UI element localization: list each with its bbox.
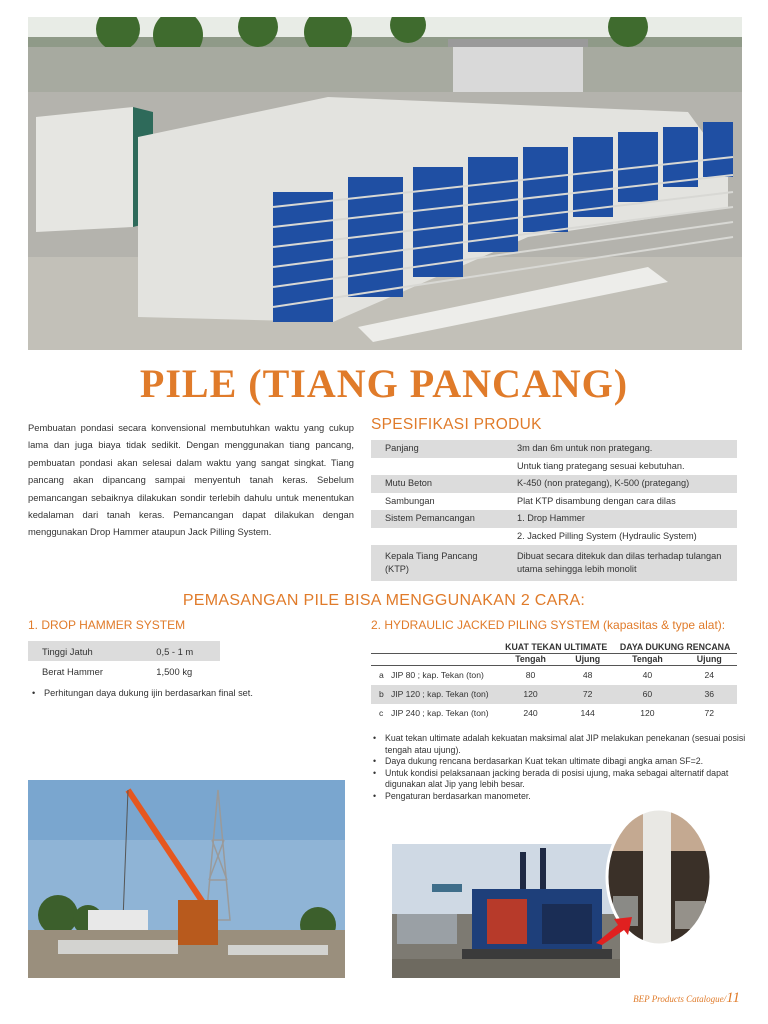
drop-hammer-note-text: Perhitungan daya dukung ijin berdasarkan final set. bbox=[44, 688, 253, 698]
table-row bbox=[371, 666, 737, 685]
sub-header: Ujung bbox=[562, 654, 613, 666]
hydraulic-notes bbox=[371, 733, 761, 803]
spec-row bbox=[371, 528, 737, 546]
spec-row bbox=[371, 510, 737, 528]
cell: 72 bbox=[704, 708, 715, 718]
footer-catalog: BEP Products Catalogue/ bbox=[633, 994, 727, 1004]
list-item: • Daya dukung rencana berdasarkan Kuat tekan ultimate dibagi angka aman SF=2. bbox=[371, 756, 761, 768]
hydraulic-title: 2. HYDRAULIC JACKED PILING SYSTEM (kapasitas & type alat): bbox=[371, 618, 726, 632]
drop-hammer-key: Berat Hammer bbox=[42, 665, 103, 677]
row-label: c JIP 240 ; kap. Tekan (ton) bbox=[379, 708, 489, 718]
cell: 72 bbox=[562, 685, 613, 704]
methods-title: PEMASANGAN PILE BISA MENGGUNAKAN 2 CARA: bbox=[182, 592, 586, 609]
intro-paragraph: Pembuatan pondasi secara konvensional membutuhkan waktu yang cukup lama dan juga biaya tidak sedikit. Dengan menggunakan tiang pancang, pembuatan pondasi akan selesai dalam waktu yang sangat singkat. Tiang pancang akan dipancang sampai menyentuh tanah keras. Sebelum pemancangan sebaiknya dilakukan sondir terlebih dahulu untuk menentukan kedalaman dari tanah keras. Pemancangan dapat dilakukan dengan menggunakan Drop Hammer ataupun Jack Pilling System. bbox=[28, 422, 354, 538]
drop-hammer-row bbox=[28, 641, 220, 661]
spec-key: Kepala Tiang Pancang (KTP) bbox=[371, 545, 503, 581]
cell: 48 bbox=[582, 670, 593, 681]
cell: 24 bbox=[704, 670, 715, 681]
cell: 144 bbox=[580, 708, 595, 718]
spec-table bbox=[371, 440, 737, 581]
page-title: PILE (TIANG PANCANG) bbox=[139, 361, 629, 406]
list-item: • Kuat tekan ultimate adalah kekuatan maksimal alat JIP melakukan penekanan (sesuai posisi tengah atau ujung). bbox=[371, 733, 761, 756]
page-number: 11 bbox=[726, 990, 740, 1006]
table-row bbox=[371, 685, 737, 704]
spec-value: Plat KTP disambung dengan cara dilas bbox=[517, 495, 676, 506]
drop-hammer-value: 1,500 kg bbox=[156, 665, 193, 677]
list-item: • Untuk kondisi pelaksanaan jacking berada di posisi ujung, maka sebagai alternatif dapat digunakan alat Jip yang lebih besar. bbox=[371, 768, 761, 791]
hydraulic-machine-photo bbox=[392, 844, 620, 978]
hero-photo-pile-stacks bbox=[28, 17, 742, 350]
hydraulic-group-header bbox=[371, 642, 737, 654]
drop-hammer-note bbox=[28, 688, 253, 698]
sub-header: Tengah bbox=[499, 654, 562, 666]
drop-hammer-row bbox=[28, 661, 220, 681]
sub-header: Tengah bbox=[613, 654, 681, 666]
spec-row bbox=[371, 545, 737, 581]
spec-value: 3m dan 6m untuk non prategang. bbox=[503, 440, 737, 458]
header-kuat-tekan: KUAT TEKAN ULTIMATE bbox=[505, 642, 608, 652]
spec-value: Untuk tiang prategang sesuai kebutuhan. bbox=[517, 460, 685, 471]
drop-hammer-table bbox=[28, 641, 220, 681]
bullet-icon: • bbox=[32, 688, 36, 698]
drop-hammer-crane-photo bbox=[28, 780, 345, 978]
spec-key bbox=[371, 528, 503, 546]
spec-value: Dibuat secara ditekuk dan dilas terhadap tulangan utama sehingga lebih monolit bbox=[503, 545, 737, 581]
spec-key: Mutu Beton bbox=[371, 475, 503, 493]
drop-hammer-value: 0,5 - 1 m bbox=[142, 641, 220, 661]
spec-value: K-450 (non prategang), K-500 (prategang) bbox=[503, 475, 737, 493]
cell: 120 bbox=[640, 708, 655, 718]
spec-row bbox=[371, 475, 737, 493]
row-label: a JIP 80 ; kap. Tekan (ton) bbox=[379, 670, 484, 681]
table-row bbox=[371, 704, 737, 723]
spec-value: 2. Jacked Pilling System (Hydraulic System) bbox=[517, 530, 697, 541]
cell: 240 bbox=[523, 708, 538, 718]
cell: 80 bbox=[525, 670, 536, 681]
spec-row bbox=[371, 440, 737, 458]
header-daya-dukung: DAYA DUKUNG RENCANA bbox=[619, 642, 731, 652]
spec-key: Panjang bbox=[371, 440, 503, 458]
cell: 36 bbox=[682, 685, 738, 704]
drop-hammer-title: 1. DROP HAMMER SYSTEM bbox=[28, 618, 186, 632]
spec-key: Sambungan bbox=[385, 495, 435, 506]
row-label: b JIP 120 ; kap. Tekan (ton) bbox=[371, 685, 499, 704]
spec-title: SPESIFIKASI PRODUK bbox=[371, 416, 542, 433]
spec-row bbox=[371, 458, 737, 476]
footer bbox=[633, 990, 740, 1007]
drop-hammer-key: Tinggi Jatuh bbox=[28, 641, 142, 661]
cell: 60 bbox=[613, 685, 681, 704]
hydraulic-sub-header bbox=[371, 654, 737, 666]
sub-header: Ujung bbox=[682, 654, 738, 666]
hydraulic-table bbox=[371, 642, 737, 723]
list-item: • Pengaturan berdasarkan manometer. bbox=[371, 791, 761, 803]
spec-key bbox=[371, 458, 503, 476]
spec-row bbox=[371, 493, 737, 511]
spec-value: 1. Drop Hammer bbox=[503, 510, 737, 528]
cell: 40 bbox=[642, 670, 653, 681]
arrow-icon bbox=[596, 915, 636, 945]
cell: 120 bbox=[499, 685, 562, 704]
spec-key: Sistem Pemancangan bbox=[371, 510, 503, 528]
